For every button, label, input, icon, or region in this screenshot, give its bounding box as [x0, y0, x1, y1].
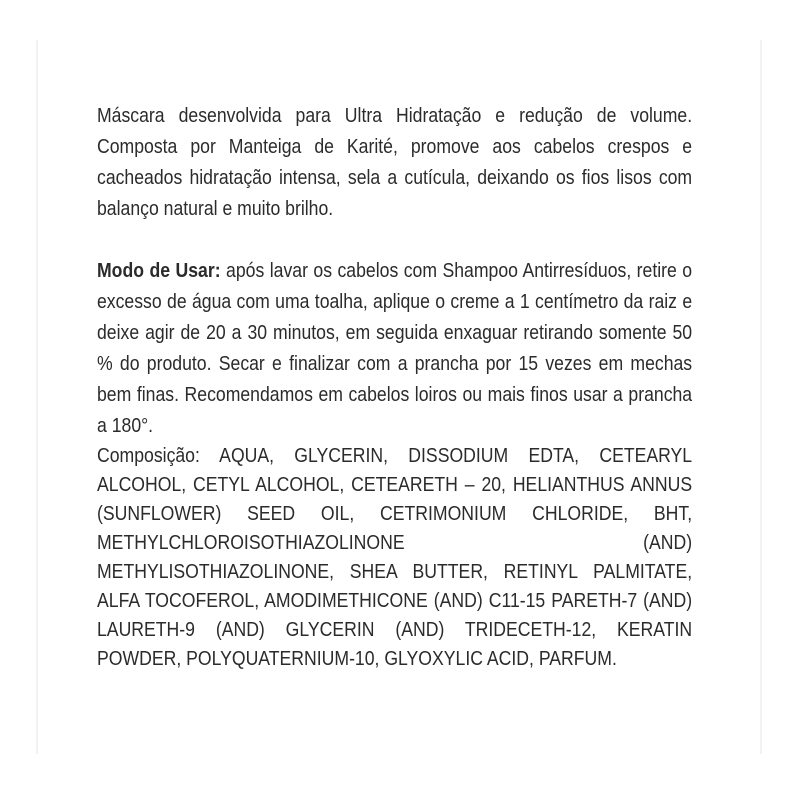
usage-text: após lavar os cabelos com Shampoo Antirresíduos, retire o excesso de água com uma toalha, aplique o creme a 1 centímetro da raiz e deixe agir de 20 a 30 minutos, em seguida enxaguar retirando somente 50 % do produto. Secar e finalizar com a prancha por 15 vezes em mechas bem finas. Recomendamos em cabelos loiros ou mais finos usar a prancha a 180°. — [97, 259, 693, 437]
usage-label: Modo de Usar: — [97, 259, 221, 282]
composition-paragraph: Composição: AQUA, GLYCERIN, DISSODIUM EDTA, CETEARYL ALCOHOL, CETYL ALCOHOL, CETEARETH – 20, HELIANTHUS ANNUS (SUNFLOWER) SEED OIL, CETRIMONIUM CHLORIDE, BHT, METHYLCHLOROISOTHIAZOLINONE (AND) METHYLISOTHIAZOLINONE, SHEA BUTTER, RETINYL PALMITATE, ALFA TOCOFEROL, AMODIMETHICONE (AND) C11-15 PARETH-7 (AND) LAURETH-9 (AND) GLYCERIN (AND) TRIDECETH-12, KERATIN POWDER, POLYQUATERNIUM-10, GLYOXYLIC ACID, PARFUM. — [97, 444, 693, 670]
product-label-text — [97, 100, 692, 673]
description-paragraph: Máscara desenvolvida para Ultra Hidratação e redução de volume. Composta por Manteiga de Karité, promove aos cabelos crespos e cacheados hidratação intensa, sela a cutícula, deixando os fios lisos com balanço natural e muito brilho. — [97, 104, 693, 220]
usage-paragraph — [97, 255, 692, 441]
